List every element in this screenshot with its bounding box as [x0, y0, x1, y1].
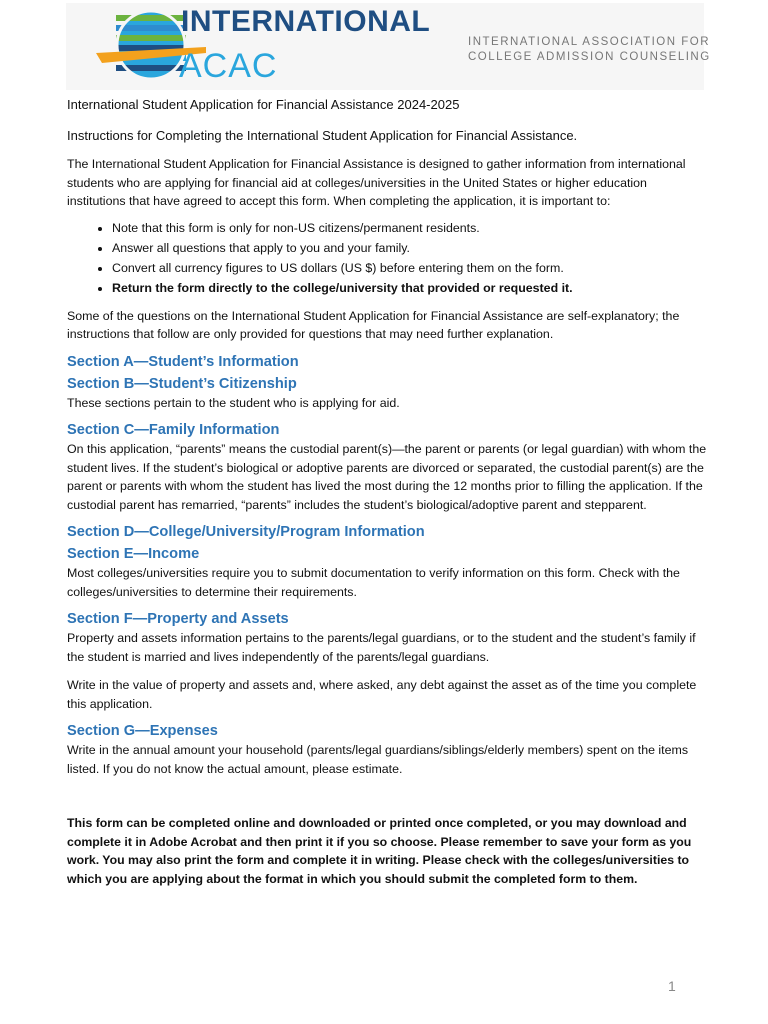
brand-title: INTERNATIONAL [181, 5, 431, 38]
organization-name-line2: COLLEGE ADMISSION COUNSELING [468, 51, 711, 63]
section-c-text: On this application, “parents” means the custodial parent(s)—the parent or parents (or legal guardian) with whom the student lives. If the student’s biological or adoptive parents are divorced or separated, the custodial parent(s) are the parent or parents with whom the student has lived the most during the 12 months prior to filling the application. If the custodial parent has remarried, “parents” includes the student’s biological/adoptive parent and stepparent. [67, 442, 707, 512]
list-item: • Answer all questions that apply to you and your family. [112, 239, 707, 258]
document-title: International Student Application for Financial Assistance 2024-2025 [67, 97, 460, 112]
instructions-list [67, 219, 707, 298]
section-d-heading: Section D—College/University/Program Information [67, 524, 425, 540]
organization-name-line1: INTERNATIONAL ASSOCIATION FOR [468, 36, 711, 48]
section-a-heading: Section A—Student’s Information [67, 353, 299, 370]
instructions-title: Instructions for Completing the International Student Application for Financial Assistance. [67, 127, 578, 143]
list-item: • Convert all currency figures to US dollars (US $) before entering them on the form. [112, 259, 707, 278]
section-b-text: These sections pertain to the student who is applying for aid. [67, 395, 400, 410]
section-e-text: Most colleges/universities require you to submit documentation to verify information on this form. Check with the colleges/universities to determine their requirements. [67, 566, 680, 599]
section-f-text-1: Property and assets information pertains to the parents/legal guardians, or to the student and the student’s family if the student is married and lives independently of the parents/legal guardians. [67, 631, 696, 664]
list-item: • Note that this form is only for non-US citizens/permanent residents. [112, 219, 707, 238]
section-c-heading: Section C—Family Information [67, 422, 280, 438]
section-b-heading: Section B—Student’s Citizenship [67, 375, 297, 392]
section-g-heading: Section G—Expenses [67, 723, 218, 739]
section-e-heading: Section E—Income [67, 546, 200, 562]
list-item: • Return the form directly to the college/university that provided or requested it. [112, 279, 707, 298]
page-number: 1 [668, 978, 676, 994]
section-f-heading: Section F—Property and Assets [67, 611, 289, 627]
brand-subtitle: ACAC [179, 47, 278, 85]
section-f-text-2: Write in the value of property and assets and, where asked, any debt against the asset as of the time you complete this application. [67, 678, 697, 711]
header-banner [66, 3, 711, 90]
document-body [67, 96, 707, 888]
self-explanatory-paragraph: Some of the questions on the International Student Application for Financial Assistance are self-explanatory; the instructions that follow are only provided for questions that may need further explanation. [67, 308, 680, 341]
final-note: This form can be completed online and downloaded or printed once completed, or you may download and complete it in Adobe Acrobat and then print it if you so choose. Please remember to save your form as you work. You may also print the form and complete it in writing. Please check with the colleges/universities to which you are applying about the format in which you should submit the completed form to them. [67, 816, 692, 886]
intro-paragraph: The International Student Application for Financial Assistance is designed to gather information from international students who are applying for financial aid at colleges/universities in the United States or higher education institutions that have agreed to accept this form. When completing the application, it is important to: [67, 157, 686, 208]
section-g-text: Write in the annual amount your household (parents/legal guardians/siblings/elderly members) spent on the items listed. If you do not know the actual amount, please estimate. [67, 743, 689, 776]
organization-name [468, 35, 711, 65]
